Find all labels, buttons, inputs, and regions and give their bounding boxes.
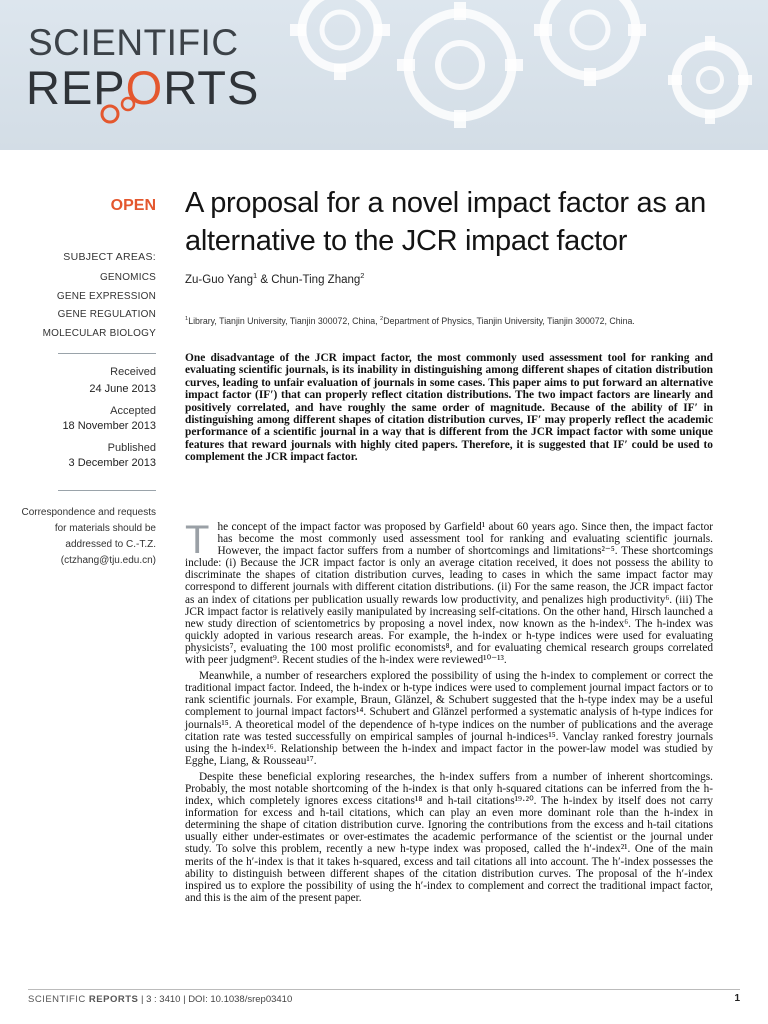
affiliation-2: Department of Physics, Tianjin University, Tianjin 300072, China. <box>383 316 635 326</box>
footer-brand-light: SCIENTIFIC <box>28 994 89 1005</box>
footer-doi[interactable]: | 3 : 3410 | DOI: 10.1038/srep03410 <box>138 994 293 1005</box>
accepted-label: Accepted <box>110 405 156 417</box>
body-paragraph: Despite these beneficial exploring researches, the h-index suffers from a number of inherent shortcomings. Probably, the most notable shortcoming of the h-index is that only h-squared citations can be inferred from the h-index, which completely ignores excess citations¹⁸ and h-tail citations¹⁹·²⁰. The h-index by itself does not carry information for excess and h-tail citations, which can play an even more dominant role than the h-index in determining the shape of citation distribution curve. Ignoring the contributions from the excess and h-tail citations usually either under-estimates or over-estimates the academic performance of the scientist or the journal under study. To solve this problem, recently a new h-type index was proposed, called the h′-index²¹. One of the main merits of the h′-index is that it takes h-squared, excess and tail citations all into account. The h′-index possesses the ability to distinguish between different shapes of the citation distribution curves. The proposal of the h′-index inspired us to explore the possibility of using the h′-index to complement and correct the traditional impact factor, and this is the aim of the present paper. <box>185 770 713 904</box>
author-affil-sup: 1 <box>252 271 258 281</box>
paragraph-text: he concept of the impact factor was proposed by Garfield¹ about 60 years ago. Since then, the impact factor has become the most commonly used assessment tool for ranking and evaluating scientific journals. However, the impact factor suffers from a number of shortcomings and limitations²⁻⁵. These shortcomings include: (i) Because the JCR impact factor is only an average citation received, it does not possess the ability to discriminate the shapes of citation distribution curves, leading to cases in which the same impact factor may correspond to different journals with different citation distributions. (ii) For the same reason, the JCR impact factor as an index of citations per publication usually rewards low productivity, and penalizes high productivity⁶. (iii) The JCR impact factor is relatively easily manipulated by increasing self-citations. On the other hand, Hirsch launched a new study direction of scientometrics by proposing a novel index, now known as the h-index⁶. The h-index was quickly adopted in various research areas. For example, the h-index or h-type indices were used for evaluating physicists⁷, evaluating the 100 most prolific economists⁸, and for evaluating chemical research groups correlated with peer judgment⁹. Recent studies of the h-index were reviewed¹⁰⁻¹³. <box>185 521 713 667</box>
received-date: 24 June 2013 <box>89 383 156 395</box>
subject-link-genomics[interactable]: GENOMICS <box>99 272 156 283</box>
sidebar-divider <box>58 353 156 354</box>
author-affil-sup: 2 <box>360 271 365 281</box>
logo-rts: RTS <box>163 61 260 114</box>
author-separator: & <box>257 274 272 286</box>
footer-rule <box>28 989 740 990</box>
logo-rep: REP <box>26 61 126 114</box>
drop-cap: T <box>185 518 210 562</box>
sidebar-divider <box>58 490 156 491</box>
affiliation-1: Library, Tianjin University, Tianjin 300072, China, <box>188 316 381 326</box>
footer-brand <box>28 994 138 1005</box>
journal-logo-top: SCIENTIFIC <box>28 22 239 63</box>
logo-gears-icon <box>96 92 146 132</box>
subject-link-gene-regulation[interactable]: GENE REGULATION <box>57 309 156 320</box>
gears-illustration-icon <box>260 0 768 150</box>
body-paragraph: Meanwhile, a number of researchers explored the possibility of using the h-index to complement or correct the traditional impact factor. Indeed, the h-index or h-type indices were used to complement journal impact factors or to rank scientific journals. For example, Braun, Glänzel, & Schubert suggested that the h-type index may be a useful complement to journal impact factors¹⁴. Schubert and Glänzel performed a systematic analysis of h-type indices for journals¹⁵. A theoretical model of the dependence of h-type indices on the number of publications and the average citation rate was tested successfully on empirical samples of journal h-indices¹⁵. Vanclay ranked forestry journals using the h-index¹⁶. Relationship between the h-index and impact factor in the power-law model was studied by Egghe, Liang, & Rousseau¹⁷. <box>185 670 713 767</box>
page-number: 1 <box>734 993 740 1004</box>
correspondence-note: Correspondence and requests for materials should be addressed to C.-T.Z. (ctzhang@tju.edu.cn) <box>21 507 156 566</box>
author-list <box>185 271 365 286</box>
received-label: Received <box>110 366 156 378</box>
abstract: One disadvantage of the JCR impact factor, the most commonly used assessment tool for ranking and evaluating scientific journals, is its inability in distinguishing among different shapes of citation distribution curves, leading to unfair evaluation of journals in some cases. This paper aims to put forward an alternative impact factor (IF′) that can properly reflect citation distributions. The two impact factors are linearly and positively correlated, and have roughly the same order of magnitude. Because of the ability of IF′ in distinguishing among different shapes of citation distribution curves, IF′ may properly reflect the academic performance of a scientific journal in a way that is different from the JCR impact factor with some unique features that reward journals with highly cited papers. Therefore, it is suggested that IF′ could be used to complement the JCR impact factor. <box>185 352 713 464</box>
accepted-date: 18 November 2013 <box>62 420 156 432</box>
subject-link-gene-expression[interactable]: GENE EXPRESSION <box>56 291 156 302</box>
journal-header <box>0 0 768 150</box>
affiliations <box>185 316 725 326</box>
logo-o: O <box>125 61 164 114</box>
body-paragraph <box>185 518 713 667</box>
affil-sup: 2 <box>380 316 384 323</box>
subject-areas-heading: SUBJECT AREAS: <box>63 251 156 263</box>
footer-citation <box>28 994 292 1005</box>
affil-sup: 1 <box>185 316 189 323</box>
article-body <box>185 518 713 908</box>
article-title: A proposal for a novel impact factor as an alternative to the JCR impact factor <box>185 187 706 257</box>
published-label: Published <box>107 442 156 454</box>
published-date: 3 December 2013 <box>68 457 156 469</box>
subject-link-molecular-biology[interactable]: MOLECULAR BIOLOGY <box>42 328 156 339</box>
author-name: Zu-Guo Yang <box>185 274 253 286</box>
footer-brand-bold: REPORTS <box>88 994 139 1005</box>
open-access-label: OPEN <box>110 197 156 214</box>
author-name: Chun-Ting Zhang <box>271 274 361 286</box>
